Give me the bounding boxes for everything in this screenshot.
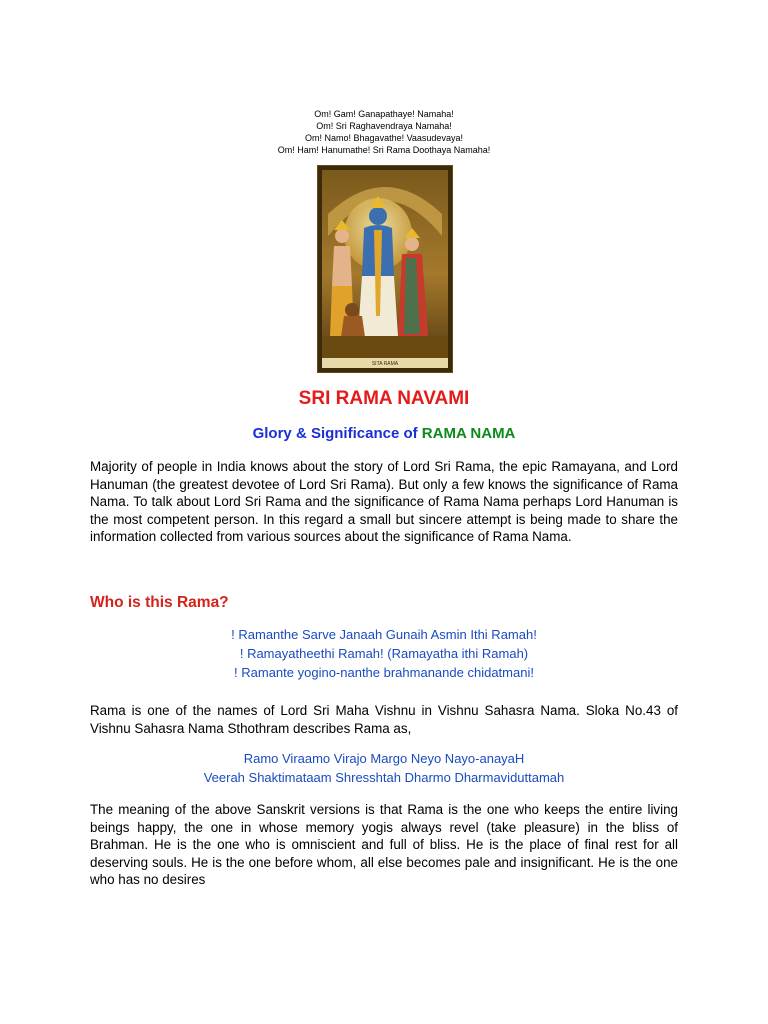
invocation-line: Om! Namo! Bhagavathe! Vaasudevaya! — [305, 133, 463, 143]
verse-line: ! Ramanthe Sarve Janaah Gunaih Asmin Ithi Ramah! — [231, 627, 537, 642]
invocation-lines — [90, 108, 678, 156]
verse-line: ! Ramayatheethi Ramah! (Ramayatha ithi Ramah) — [239, 646, 529, 661]
sloka-verses — [90, 749, 678, 787]
subtitle-highlight: RAMA NAMA — [421, 425, 516, 442]
section-heading: Who is this Rama? — [90, 594, 229, 611]
subtitle-prefix: Glory & Significance of — [252, 425, 422, 442]
invocation-line: Om! Sri Raghavendraya Namaha! — [316, 121, 452, 131]
verse-line: ! Ramante yogino-nanthe brahmanande chidatmani! — [234, 665, 534, 680]
vishnu-sahasranama-paragraph: Rama is one of the names of Lord Sri Maha Vishnu in Vishnu Sahasra Nama. Sloka No.43 of Vishnu Sahasra Nama Sthothram describes Rama as, — [90, 703, 678, 736]
sanskrit-verses — [90, 625, 678, 682]
verse-line: Ramo Viraamo Virajo Margo Neyo Nayo-anayaH — [243, 751, 525, 766]
rama-parivar-painting — [318, 166, 452, 372]
page-title: SRI RAMA NAVAMI — [298, 388, 470, 409]
meaning-paragraph: The meaning of the above Sanskrit versions is that Rama is the one who keeps the entire living beings happy, the one in whose memory yogis always revel (take pleasure) in the bliss of Brahman. He is the one who is omniscient and full of bliss. He is the place of final rest for all deserving souls. He is the one before whom, all else becomes pale and insignificant. He is the one who has no desires — [90, 802, 678, 888]
intro-paragraph: Majority of people in India knows about the story of Lord Sri Rama, the epic Ramayana, and Lord Hanuman (the greatest devotee of Lord Sri Rama). But only a few knows the significance of Rama Nama. To talk about Lord Sri Rama and the significance of Rama Nama perhaps Lord Hanuman is the most competent person. In this regard a small but sincere attempt is being made to share the information collected from various sources about the significance of Rama Nama. — [90, 459, 678, 545]
verse-line: Veerah Shaktimataam Shresshtah Dharmo Dharmaviduttamah — [203, 770, 565, 785]
page-subtitle — [90, 425, 678, 442]
invocation-line: Om! Gam! Ganapathaye! Namaha! — [314, 109, 454, 119]
painting-caption: SITA RAMA — [371, 361, 399, 367]
invocation-line: Om! Ham! Hanumathe! Sri Rama Doothaya Namaha! — [277, 145, 491, 155]
